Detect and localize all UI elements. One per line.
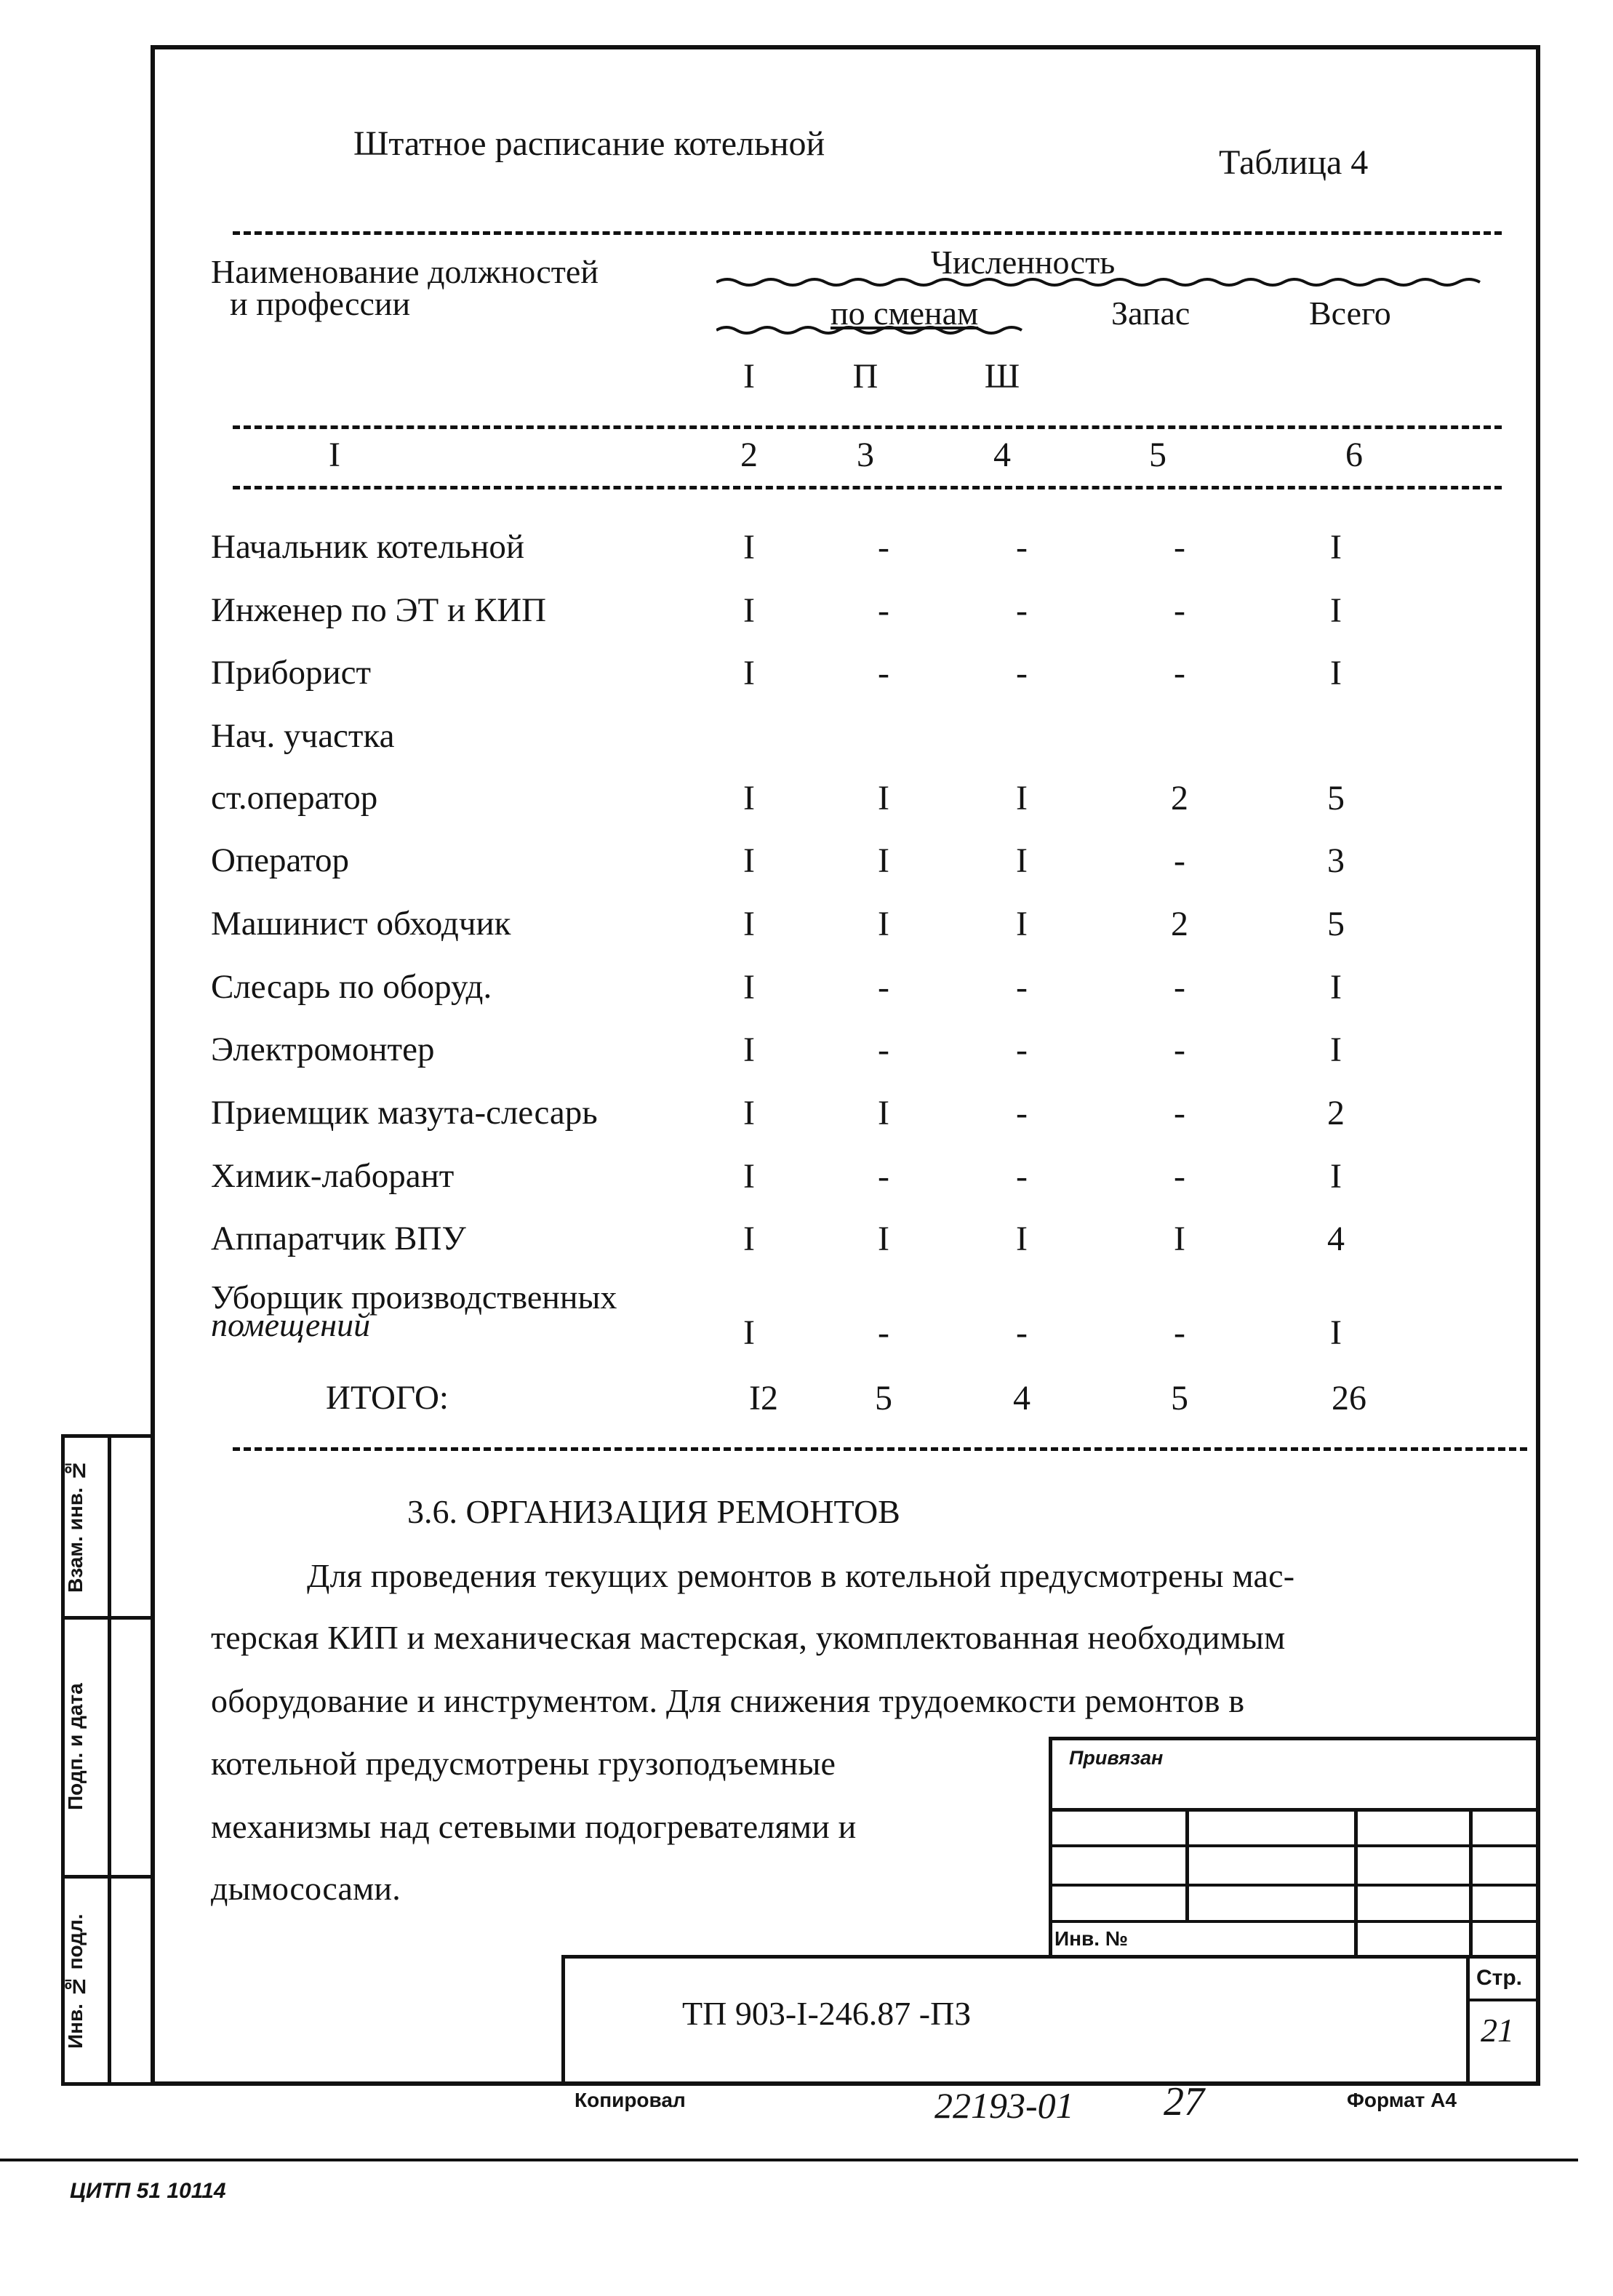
cell-shift1: I xyxy=(743,654,755,692)
page-cell-rule xyxy=(1466,1999,1540,2001)
name-column-header-line1: Наименование должностей xyxy=(211,253,599,290)
cell-reserve: - xyxy=(1174,528,1185,567)
name-column-header xyxy=(211,253,599,322)
totals-total: 26 xyxy=(1332,1379,1366,1417)
cell-total: I xyxy=(1330,968,1342,1007)
title-block-vline-2 xyxy=(1354,1808,1358,1958)
copied-label: Копировал xyxy=(575,2089,686,2111)
publisher-code: ЦИТП 51 10114 xyxy=(70,2179,226,2203)
paragraph-line-1: Для проведения текущих ремонтов в котельной предусмотрены мас- xyxy=(307,1557,1295,1594)
numerosity-wavy-underline xyxy=(716,275,1502,289)
name-column-header-line2: и профессии xyxy=(230,285,411,322)
cell-shift2: - xyxy=(878,654,889,692)
cell-shift1: I xyxy=(743,528,755,567)
cell-total: I xyxy=(1330,591,1342,630)
totals-shift1: I2 xyxy=(749,1379,778,1417)
cell-shift2: - xyxy=(878,591,889,630)
totals-reserve: 5 xyxy=(1171,1379,1188,1417)
totals-shift2: 5 xyxy=(875,1379,892,1417)
column-number-2: 2 xyxy=(740,436,758,474)
shift-number-2: П xyxy=(852,357,878,396)
side-label-podp: Подп. и дата xyxy=(64,1683,87,1811)
cell-shift1: I xyxy=(743,905,755,943)
cell-shift1: I xyxy=(743,1094,755,1132)
column-number-5: 5 xyxy=(1149,436,1166,474)
row-name: Инженер по ЭТ и КИП xyxy=(211,591,547,629)
by-shifts-wavy-underline xyxy=(716,324,1036,336)
reserve-header: Запас xyxy=(1111,295,1190,332)
cell-total: I xyxy=(1330,1157,1342,1196)
cell-total: 2 xyxy=(1327,1094,1345,1132)
column-numbers-bottom-rule xyxy=(233,486,1502,489)
cell-shift2: - xyxy=(878,1313,889,1352)
row-name: Аппаратчик ВПУ xyxy=(211,1220,466,1257)
handwritten-page: 27 xyxy=(1164,2079,1204,2124)
row-name-line1: Уборщик производственных xyxy=(211,1279,617,1316)
paragraph-line-6: дымососами. xyxy=(211,1870,401,1907)
cell-reserve: - xyxy=(1174,1313,1185,1352)
cell-shift3: I xyxy=(1016,779,1028,817)
cell-shift3: I xyxy=(1016,905,1028,943)
cell-total: 3 xyxy=(1327,841,1345,880)
by-shifts-header: по сменам xyxy=(830,295,979,332)
cell-shift1: I xyxy=(743,779,755,817)
table-bottom-rule xyxy=(233,1447,1527,1451)
cell-shift3: I xyxy=(1016,1220,1028,1258)
cell-reserve: - xyxy=(1174,841,1185,880)
document-code: ТП 903-I-246.87 -ПЗ xyxy=(682,1995,972,2032)
row-name: Начальник котельной xyxy=(211,528,525,566)
cell-shift3: - xyxy=(1016,1157,1028,1196)
cell-shift2: I xyxy=(878,779,889,817)
title-block-rule-4 xyxy=(1049,1920,1540,1923)
cell-shift1: I xyxy=(743,591,755,630)
numerosity-header: Численность xyxy=(931,244,1116,281)
cell-shift3: - xyxy=(1016,968,1028,1007)
cell-shift2: - xyxy=(878,528,889,567)
cell-shift2: - xyxy=(878,968,889,1007)
row-name: Электромонтер xyxy=(211,1031,435,1068)
cell-reserve: - xyxy=(1174,1157,1185,1196)
side-stamp-divider xyxy=(108,1434,111,2086)
row-name: Приборист xyxy=(211,654,372,692)
title-block-rule-3 xyxy=(1049,1884,1540,1887)
row-name: Машинист обходчик xyxy=(211,905,511,943)
format-label: Формат А4 xyxy=(1347,2089,1457,2111)
row-name: Слесарь по оборуд. xyxy=(211,968,492,1006)
row-name-line2: помещений xyxy=(211,1306,371,1343)
cell-shift2: I xyxy=(878,1094,889,1132)
row-name: Химик-лаборант xyxy=(211,1157,455,1195)
cell-shift3: - xyxy=(1016,1313,1028,1352)
totals-label: ИТОГО: xyxy=(326,1379,449,1417)
row-name xyxy=(211,1279,617,1343)
title-block-upper xyxy=(1049,1737,1540,1958)
cell-reserve: - xyxy=(1174,591,1185,630)
paragraph-line-5: механизмы над сетевыми подогревателями и xyxy=(211,1808,857,1845)
total-header: Всего xyxy=(1309,295,1391,332)
cell-shift3: - xyxy=(1016,654,1028,692)
paragraph-line-2: терская КИП и механическая мастерская, укомплектованная необходимым xyxy=(211,1619,1286,1656)
cell-reserve: - xyxy=(1174,1031,1185,1069)
row-name: ст.оператор xyxy=(211,779,378,817)
cell-total: I xyxy=(1330,528,1342,567)
cell-shift2: I xyxy=(878,841,889,880)
paragraph-line-3: оборудование и инструментом. Для снижения трудоемкости ремонтов в xyxy=(211,1682,1245,1719)
side-label-inv: Инв. № подл. xyxy=(64,1913,87,2049)
cell-total: 4 xyxy=(1327,1220,1345,1258)
cell-reserve: - xyxy=(1174,968,1185,1007)
cell-shift3: - xyxy=(1016,1094,1028,1132)
side-label-vzam: Взам. инв. № xyxy=(64,1459,87,1593)
footer-rule xyxy=(0,2159,1578,2161)
cell-total: 5 xyxy=(1327,779,1345,817)
cell-shift2: - xyxy=(878,1031,889,1069)
cell-total: I xyxy=(1330,1031,1342,1069)
cell-shift1: I xyxy=(743,1157,755,1196)
cell-shift3: - xyxy=(1016,591,1028,630)
title-block-rule-2 xyxy=(1049,1844,1540,1847)
row-name: Приемщик мазута-слесарь xyxy=(211,1094,598,1132)
cell-reserve: 2 xyxy=(1171,779,1188,817)
cell-shift1: I xyxy=(743,841,755,880)
bound-label: Привязан xyxy=(1069,1747,1164,1769)
cell-reserve: I xyxy=(1174,1220,1185,1258)
row-name: Нач. участка xyxy=(211,717,395,755)
column-number-1: I xyxy=(329,436,340,474)
title-block-vline-3 xyxy=(1469,1808,1473,1958)
table-title: Штатное расписание котельной xyxy=(353,124,825,163)
cell-shift2: - xyxy=(878,1157,889,1196)
section-heading: 3.6. ОРГАНИЗАЦИЯ РЕМОНТОВ xyxy=(407,1493,900,1530)
title-block-vline-1 xyxy=(1185,1808,1189,1920)
side-stamp-rule-2 xyxy=(61,1875,155,1879)
cell-reserve: - xyxy=(1174,654,1185,692)
handwritten-number: 22193-01 xyxy=(934,2085,1074,2126)
shift-number-3: Ш xyxy=(984,357,1020,396)
column-number-4: 4 xyxy=(993,436,1011,474)
row-name: Оператор xyxy=(211,841,350,879)
cell-reserve: 2 xyxy=(1171,905,1188,943)
column-number-3: 3 xyxy=(857,436,874,474)
cell-shift1: I xyxy=(743,1031,755,1069)
cell-shift1: I xyxy=(743,1313,755,1352)
page-cell-divider xyxy=(1466,1955,1470,2086)
title-block-rule-1 xyxy=(1049,1808,1540,1812)
cell-shift2: I xyxy=(878,1220,889,1258)
cell-shift1: I xyxy=(743,968,755,1007)
cell-total: I xyxy=(1330,1313,1342,1352)
cell-shift1: I xyxy=(743,1220,755,1258)
inv-label: Инв. № xyxy=(1054,1927,1129,1950)
table-top-rule xyxy=(233,231,1502,235)
table-number: Таблица 4 xyxy=(1219,143,1369,182)
cell-total: I xyxy=(1330,654,1342,692)
cell-reserve: - xyxy=(1174,1094,1185,1132)
column-number-6: 6 xyxy=(1345,436,1363,474)
cell-total: 5 xyxy=(1327,905,1345,943)
cell-shift3: I xyxy=(1016,841,1028,880)
page-number: 21 xyxy=(1481,2012,1514,2049)
cell-shift3: - xyxy=(1016,1031,1028,1069)
cell-shift3: - xyxy=(1016,528,1028,567)
column-numbers-top-rule xyxy=(233,425,1502,429)
cell-shift2: I xyxy=(878,905,889,943)
page-label: Стр. xyxy=(1476,1966,1523,1990)
shift-number-1: I xyxy=(743,357,755,396)
paragraph-line-4: котельной предусмотрены грузоподъемные xyxy=(211,1745,836,1782)
side-stamp-rule-1 xyxy=(61,1616,155,1620)
totals-shift3: 4 xyxy=(1013,1379,1030,1417)
